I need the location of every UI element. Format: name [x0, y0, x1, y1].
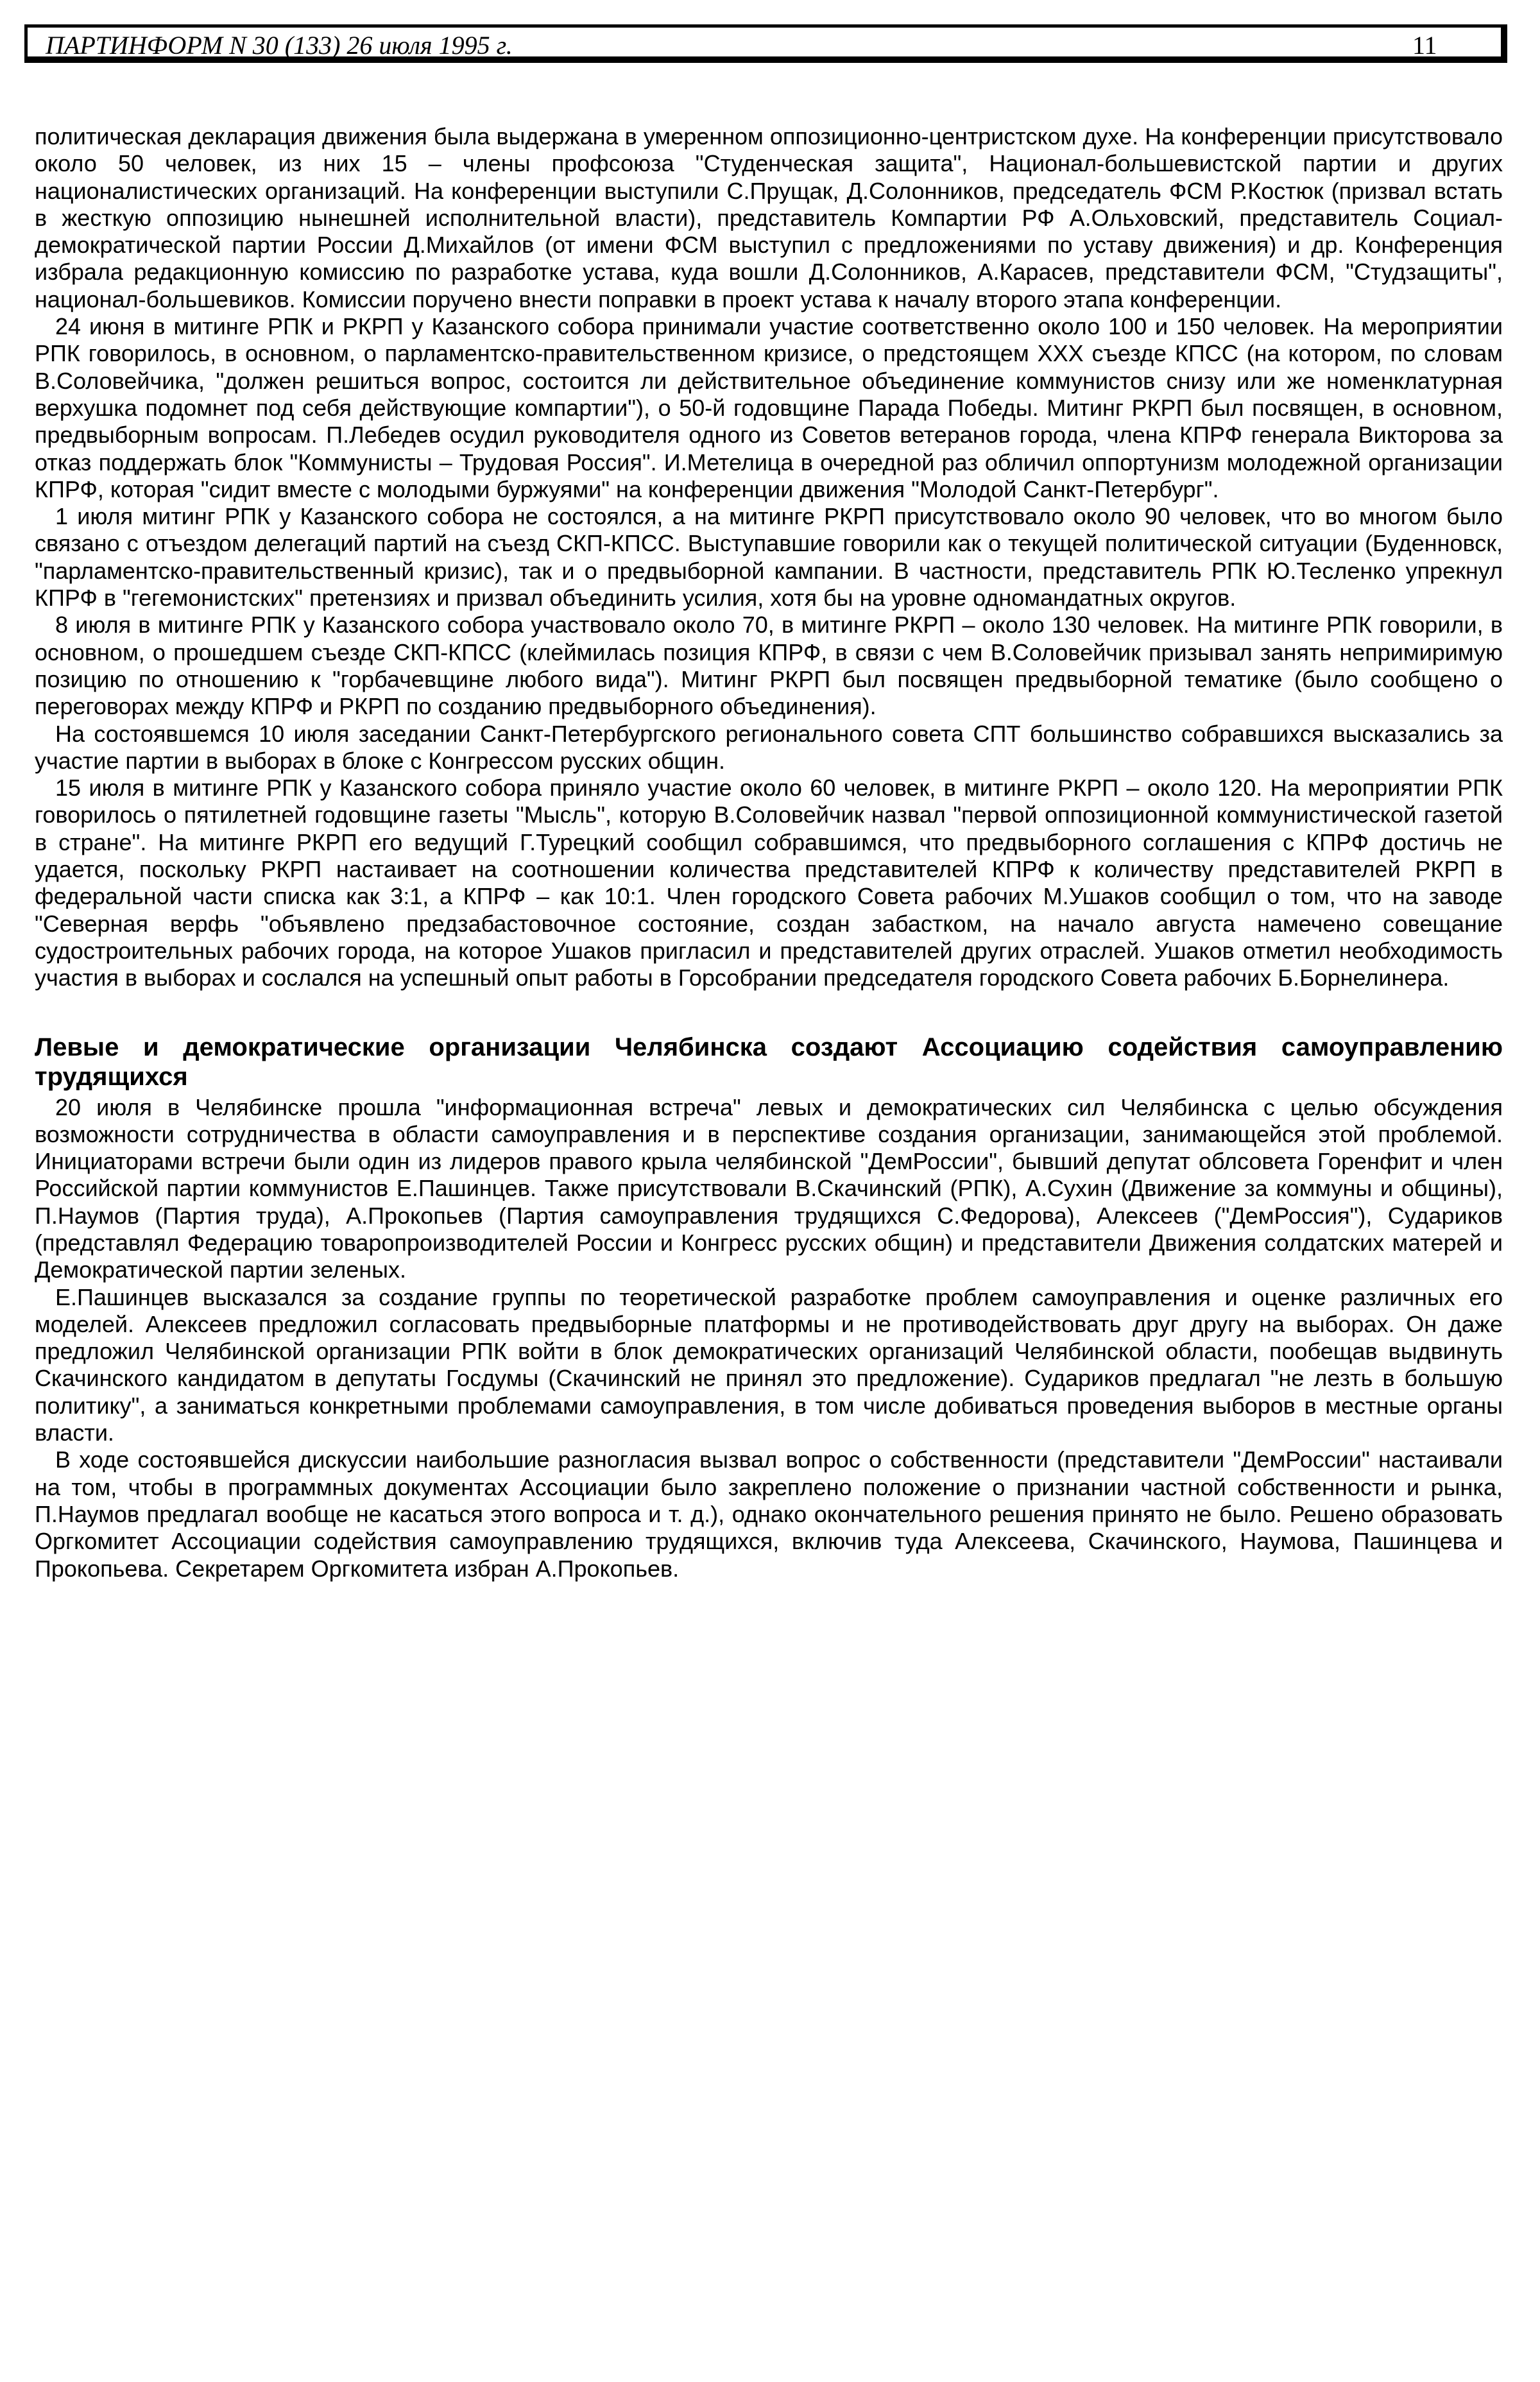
- paragraph: 20 июля в Челябинске прошла "информационная встреча" левых и демократических сил Челябинска с целью обсуждения возможности сотрудничества в области самоуправления и в перспективе создания организации, занимающейся этой проблемой. Инициаторами встречи были один из лидеров правого крыла челябинской "ДемРоссии", бывший депутат облсовета Горенфит и член Российской партии коммунистов Е.Пашинцев. Также присутствовали В.Скачинский (РПК), А.Сухин (Движение за коммуны и общины), П.Наумов (Партия труда), А.Прокопьев (Партия самоуправления трудящихся С.Федорова), Алексеев ("ДемРоссия"), Судариков (представлял Федерацию товаропроизводителей России и Конгресс русских общин) и представители Движения солдатских матерей и Демократической партии зеленых.: [35, 1093, 1503, 1283]
- paragraph: 15 июля в митинге РПК у Казанского собора приняло участие около 60 человек, в митинге РКРП – около 120. На мероприятии РПК говорилось о пятилетней годовщине газеты "Мысль", которую В.Соловейчик назвал "первой оппозиционной коммунистической газетой в стране". На митинге РКРП его ведущий Г.Турецкий сообщил собравшимся, что предвыборного соглашения с КПРФ достичь не удается, поскольку РКРП настаивает на соотношении количества представителей КПРФ к количеству представителей РКРП в федеральной части списка как 3:1, а КПРФ – как 10:1. Член городского Совета рабочих М.Ушаков сообщил о том, что на заводе "Северная верфь "объявлено предзабастовочное состояние, создан забастком, на начало августа намечено совещание судостроительных рабочих города, на которое Ушаков пригласил и представителей других отраслей. Ушаков отметил необходимость участия в выборах и сослался на успешный опыт работы в Горсобрании председателя городского Совета рабочих Б.Борнелинера.: [35, 775, 1503, 991]
- paragraph: На состоявшемся 10 июля заседании Санкт-Петербургского регионального совета СПТ большинство собравшихся высказались за участие партии в выборах в блоке с Конгрессом русских общин.: [35, 720, 1503, 774]
- paragraph: 24 июня в митинге РПК и РКРП у Казанского собора принимали участие соответственно около 100 и 150 человек. На мероприятии РПК говорилось, в основном, о парламентско-правительственном кризисе, о предстоящем XXX съезде КПСС (на котором, по словам В.Соловейчика, "должен решиться вопрос, состоится ли действительное объединение коммунистов снизу или же номенклатурная верхушка подомнет под себя действующие компартии"), о 50-й годовщине Парада Победы. Митинг РКРП был посвящен, в основном, предвыборным вопросам. П.Лебедев осудил руководителя одного из Советов ветеранов города, члена КПРФ генерала Викторова за отказ поддержать блок "Коммунисты – Трудовая Россия". И.Метелица в очередной раз обличил оппортунизм молодежной организации КПРФ, которая "сидит вместе с молодыми буржуями" на конференции движения "Молодой Санкт-Петербург".: [35, 313, 1503, 502]
- page-number: 11: [1412, 31, 1437, 60]
- page-header: [24, 24, 1507, 63]
- article-heading: Левые и демократические организации Челябинска создают Ассоциацию содействия самоуправлению трудящихся: [35, 1032, 1503, 1091]
- paragraph: В ходе состоявшейся дискуссии наибольшие разногласия вызвал вопрос о собственности (представители "ДемРоссии" настаивали на том, чтобы в программных документах Ассоциации было закреплено положение о признании частной собственности и рынка, П.Наумов предлагал вообще не касаться этого вопроса и т. д.), однако окончательного решения принято не было. Решено образовать Оргкомитет Ассоциации содействия самоуправлению трудящихся, включив туда Алексеева, Скачинского, Наумова, Пашинцева и Прокопьева. Секретарем Оргкомитета избран А.Прокопьев.: [35, 1446, 1503, 1582]
- paragraph: политическая декларация движения была выдержана в умеренном оппозиционно-центристском духе. На конференции присутствовало около 50 человек, из них 15 – члены профсоюза "Студенческая защита", Национал-большевистской партии и других националистических организаций. На конференции выступили С.Прущак, Д.Солонников, председатель ФСМ Р.Костюк (призвал встать в жесткую оппозицию нынешней исполнительной власти), представитель Компартии РФ А.Ольховский, представитель Социал-демократической партии России Д.Михайлов (от имени ФСМ выступил с предложениями по уставу движения) и др. Конференция избрала редакционную комиссию по разработке устава, куда вошли Д.Солонников, А.Карасев, представители ФСМ, "Студзащиты", национал-большевиков. Комиссии поручено внести поправки в проект устава к началу второго этапа конференции.: [35, 123, 1503, 313]
- paragraph: Е.Пашинцев высказался за создание группы по теоретической разработке проблем самоуправления и оценке различных его моделей. Алексеев предложил согласовать предвыборные платформы и не противодействовать друг другу на выборах. Он даже предложил Челябинской организации РПК войти в блок демократических организаций Челябинской области, пообещав выдвинуть Скачинского кандидатом в депутаты Госдумы (Скачинский не принял это предложение). Судариков предлагал "не лезть в большую политику", а заниматься конкретными проблемами самоуправления, в том числе добиваться проведения выборов в местные органы власти.: [35, 1283, 1503, 1446]
- publication-title: ПАРТИНФОРМ N 30 (133) 26 июля 1995 г.: [46, 31, 513, 60]
- article-continued: [35, 123, 1503, 992]
- article-chelyabinsk: [35, 1032, 1503, 1582]
- paragraph: 1 июля митинг РПК у Казанского собора не состоялся, а на митинге РКРП присутствовало около 90 человек, что во многом было связано с отъездом делегаций партий на съезд СКП-КПСС. Выступавшие говорили как о текущей политической ситуации (Буденновск, "парламентско-правительственный кризис), так и о предвыборной кампании. В частности, представитель РПК Ю.Тесленко упрекнул КПРФ в "гегемонистских" претензиях и призвал объединить усилия, хотя бы на уровне одномандатных округов.: [35, 503, 1503, 612]
- paragraph: 8 июля в митинге РПК у Казанского собора участвовало около 70, в митинге РКРП – около 130 человек. На митинге РПК говорили, в основном, о прошедшем съезде СКП-КПСС (клеймилась позиция КПРФ, в связи с чем В.Соловейчик призывал занять непримиримую позицию по отношению к "горбачевщине любого вида"). Митинг РКРП был посвящен предвыборной тематике (было сообщено о переговорах между КПРФ и РКРП по созданию предвыборного объединения).: [35, 612, 1503, 720]
- page-body: [35, 123, 1503, 1582]
